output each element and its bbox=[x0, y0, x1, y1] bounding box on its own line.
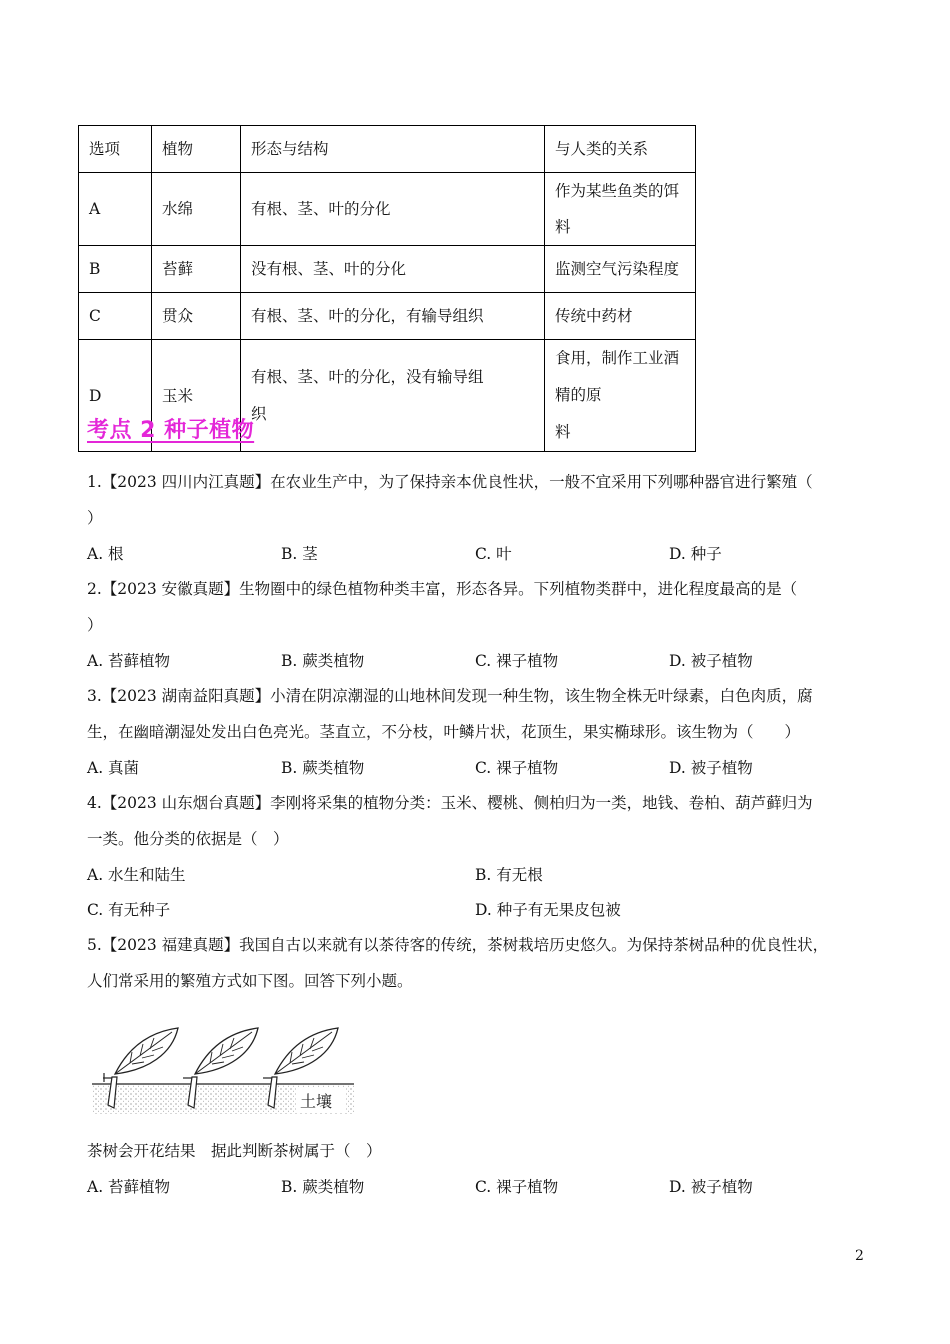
cutting-illustration bbox=[90, 1018, 355, 1115]
table-row bbox=[79, 293, 696, 340]
question-2-line-1: 2.【2023 安徽真题】生物圈中的绿色植物种类丰富，形态各异。下列植物类群中，进化程度最高的是（ bbox=[87, 580, 798, 598]
table-cell: 作为某些鱼类的饵料 bbox=[545, 173, 696, 246]
table-cell: 有根、茎、叶的分化 bbox=[241, 173, 545, 246]
question-3-option-a: A. 真菌 bbox=[87, 759, 140, 777]
question-5-option-d: D. 被子植物 bbox=[669, 1178, 753, 1196]
table-header-cell: 植物 bbox=[152, 126, 241, 173]
table-row bbox=[79, 246, 696, 293]
table-cell: 没有根、茎、叶的分化 bbox=[241, 246, 545, 293]
question-1-option-c: C. 叶 bbox=[475, 545, 512, 563]
table-cell: 水绵 bbox=[152, 173, 241, 246]
question-3-option-b: B. 蕨类植物 bbox=[281, 759, 365, 777]
table-cell-line: 食用，制作工业酒精的原 bbox=[555, 349, 680, 404]
table-cell-line: 有根、茎、叶的分化，没有输导组 bbox=[251, 367, 484, 386]
soil-label: 土壤 bbox=[300, 1092, 333, 1111]
plant-comparison-table bbox=[78, 125, 696, 452]
question-2-option-d: D. 被子植物 bbox=[669, 652, 753, 670]
question-3-line-1: 3.【2023 湖南益阳真题】小清在阴凉潮湿的山地林间发现一种生物，该生物全株无叶绿素，白色肉质，腐 bbox=[87, 687, 813, 705]
table-cell: B bbox=[79, 246, 152, 293]
table-header-cell: 形态与结构 bbox=[241, 126, 545, 173]
table-cell: D bbox=[79, 340, 152, 452]
question-5-line-1: 5.【2023 福建真题】我国自古以来就有以茶待客的传统，茶树栽培历史悠久。为保持茶树品种的优良性状， bbox=[87, 936, 829, 954]
question-1-line-2: ） bbox=[87, 509, 103, 527]
question-1-line-1: 1.【2023 四川内江真题】在农业生产中，为了保持亲本优良性状，一般不宜采用下列哪种器官进行繁殖（ bbox=[87, 473, 813, 491]
table-cell-line: 料 bbox=[555, 423, 571, 441]
table-cell: 玉米 bbox=[152, 340, 241, 452]
tea-cutting-figure bbox=[90, 1018, 355, 1115]
question-3-option-c: C. 裸子植物 bbox=[475, 759, 559, 777]
table-cell: 有根、茎、叶的分化，有输导组织 bbox=[241, 293, 545, 340]
question-4-option-c: C. 有无种子 bbox=[87, 901, 171, 919]
question-2-option-b: B. 蕨类植物 bbox=[281, 652, 365, 670]
table-cell: A bbox=[79, 173, 152, 246]
question-4-option-a: A. 水生和陆生 bbox=[87, 866, 186, 884]
question-2-option-a: A. 苔藓植物 bbox=[87, 652, 171, 670]
question-5-line-2: 人们常采用的繁殖方式如下图。回答下列小题。 bbox=[87, 972, 413, 990]
question-3-line-2: 生，在幽暗潮湿处发出白色亮光。茎直立，不分枝，叶鳞片状，花顶生，果实椭球形。该生物为（ ） bbox=[87, 723, 801, 741]
table-cell bbox=[545, 340, 696, 452]
table-header-cell: 选项 bbox=[79, 126, 152, 173]
question-4-option-d: D. 种子有无果皮包被 bbox=[475, 901, 621, 919]
table-cell: 苔藓 bbox=[152, 246, 241, 293]
question-2-line-2: ） bbox=[87, 616, 103, 634]
question-1-option-a: A. 根 bbox=[87, 545, 124, 563]
table-header-cell: 与人类的关系 bbox=[545, 126, 696, 173]
table-cell-line: 织 bbox=[251, 404, 267, 423]
table-cell: 监测空气污染程度 bbox=[545, 246, 696, 293]
question-5-option-b: B. 蕨类植物 bbox=[281, 1178, 365, 1196]
page-number: 2 bbox=[855, 1248, 864, 1264]
question-2-option-c: C. 裸子植物 bbox=[475, 652, 559, 670]
question-5-sub-question: 茶树会开花结果 据此判断茶树属于（ ） bbox=[87, 1142, 382, 1160]
question-5-option-c: C. 裸子植物 bbox=[475, 1178, 559, 1196]
question-5-option-a: A. 苔藓植物 bbox=[87, 1178, 171, 1196]
table-header-row bbox=[79, 126, 696, 173]
section-heading: 考点 2 种子植物 bbox=[87, 418, 255, 443]
table-cell: C bbox=[79, 293, 152, 340]
question-4-line-2: 一类。他分类的依据是（ ） bbox=[87, 830, 289, 848]
question-1-option-d: D. 种子 bbox=[669, 545, 722, 563]
question-1-option-b: B. 茎 bbox=[281, 545, 318, 563]
question-4-option-b: B. 有无根 bbox=[475, 866, 543, 884]
question-4-line-1: 4.【2023 山东烟台真题】李刚将采集的植物分类：玉米、樱桃、侧柏归为一类，地钱、卷柏、葫芦藓归为 bbox=[87, 794, 813, 812]
question-3-option-d: D. 被子植物 bbox=[669, 759, 753, 777]
table-cell: 传统中药材 bbox=[545, 293, 696, 340]
table-cell bbox=[241, 340, 545, 452]
table-row bbox=[79, 173, 696, 246]
table-cell: 贯众 bbox=[152, 293, 241, 340]
